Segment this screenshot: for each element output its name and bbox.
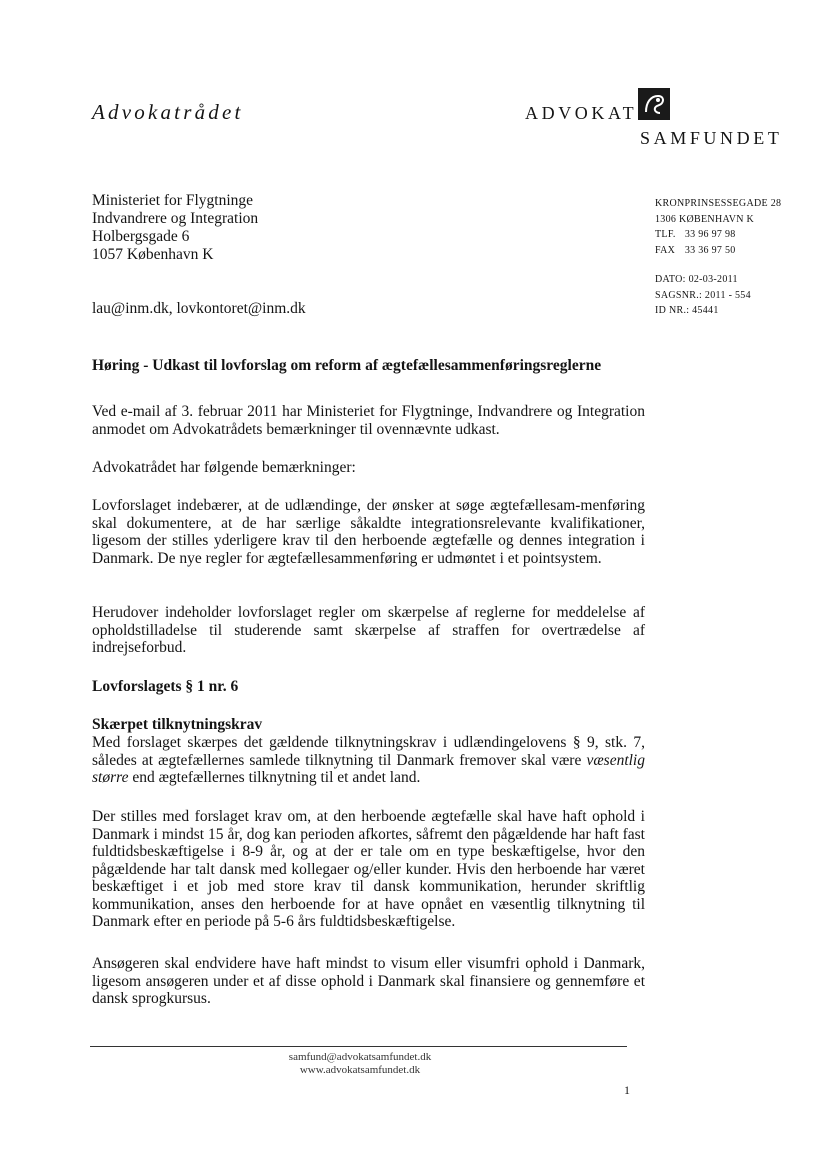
recipient-emails: lau@inm.dk, lovkontoret@inm.dk — [92, 300, 306, 317]
subsection-heading: Skærpet tilknytningskrav — [92, 716, 263, 733]
sender-phone — [655, 227, 781, 243]
sender-city: 1306 KØBENHAVN K — [655, 213, 755, 225]
advokatsamfundet-logo-icon — [638, 88, 670, 120]
fax-value: 33 36 97 50 — [684, 244, 736, 256]
fax-label: FAX — [655, 244, 676, 256]
case-number: SAGSNR.: 2011 - 554 — [655, 289, 751, 301]
phone-value: 33 96 97 98 — [684, 229, 736, 240]
recipient-line: Ministeriet for Flygtninge — [92, 192, 254, 209]
footer-website[interactable]: www.advokatsamfundet.dk — [299, 1064, 421, 1076]
page-number: 1 — [624, 1083, 630, 1097]
section-heading: Lovforslagets § 1 nr. 6 — [92, 678, 239, 695]
samfundet-brand: SAMFUNDET — [640, 128, 783, 148]
id-number: ID NR.: 45441 — [655, 305, 719, 316]
sender-street: KRONPRINSESSEGADE 28 — [655, 198, 782, 209]
sender-block — [655, 196, 781, 319]
advokatraadet-brand: Advokatrådet — [92, 100, 244, 124]
recipient-line: Indvandrere og Integration — [92, 210, 259, 227]
footer-divider — [90, 1046, 627, 1047]
paragraph-tilknytning: Med forslaget skærpes det gældende tilknytningskrav i udlændingelovens § 9, stk. 7, således at ægtefællernes samlede tilknytning til Danmark fremover skal være væsentlig større end ægtefællernes tilknytning til et andet land. — [92, 734, 645, 786]
letter-date: DATO: 02-03-2011 — [655, 274, 738, 285]
paragraph-intro: Ved e-mail af 3. februar 2011 har Ministeriet for Flygtninge, Indvandrere og Integration anmodet om Advokatrådets bemærkninger til ovennævnte udkast. — [92, 403, 645, 438]
letter-subject: Høring - Udkast til lovforslag om reform af ægtefællesammenføringsreglerne — [92, 357, 602, 374]
paragraph-summary: Lovforslaget indebærer, at de udlændinge, der ønsker at søge ægtefællesam-menføring skal dokumentere, at de har særlige såkaldte integrationsrelevante kvalifikationer, ligesom der stilles yderligere krav til den herboende ægtefælle og dennes integration i Danmark. De nye regler for ægtefællesammenføring er udmøntet i et pointsystem. — [92, 497, 645, 567]
recipient-address — [92, 192, 258, 264]
recipient-line: 1057 København K — [92, 246, 214, 263]
paragraph-visa: Ansøgeren skal endvidere have haft mindst to visum eller visumfri ophold i Danmark, ligesom ansøgeren under et af disse ophold i Danmark skal finansiere og gennemføre et dansk sprogkursus. — [92, 955, 645, 1007]
emphasis-text: væsentlig større — [92, 751, 645, 786]
recipient-line: Holbergsgade 6 — [92, 228, 190, 245]
advokat-brand: ADVOKAT — [525, 103, 638, 123]
sender-fax — [655, 243, 781, 259]
paragraph-requirements: Der stilles med forslaget krav om, at den herboende ægtefælle skal have haft ophold i Danmark i mindst 15 år, dog kan perioden afkortes, såfremt den pågældende har haft fast fuldtidsbeskæftigelse i 8-9 år, og at der er tale om en type beskæftigelse, hvor den pågældende har talt dansk med kollegaer og/eller kunder. Hvis den herboende har været beskæftiget i et job med store krav til dansk kommunikation, herunder skriftlig kommunikation, anses den herboende for at have opnået en væsentlig tilknytning til Danmark efter en periode på 5-6 års fuldtidsbeskæftigelse. — [92, 808, 645, 930]
paragraph-additional-rules: Herudover indeholder lovforslaget regler om skærpelse af reglerne for meddelelse af opholdstilladelse til studerende samt skærpelse af straffen for overtrædelse af indrejseforbud. — [92, 604, 645, 656]
footer-email[interactable]: samfund@advokatsamfundet.dk — [288, 1051, 432, 1063]
footer-contact — [180, 1051, 540, 1077]
paragraph-remarks-lead: Advokatrådet har følgende bemærkninger: — [92, 459, 356, 476]
phone-label: TLF. — [655, 229, 676, 240]
